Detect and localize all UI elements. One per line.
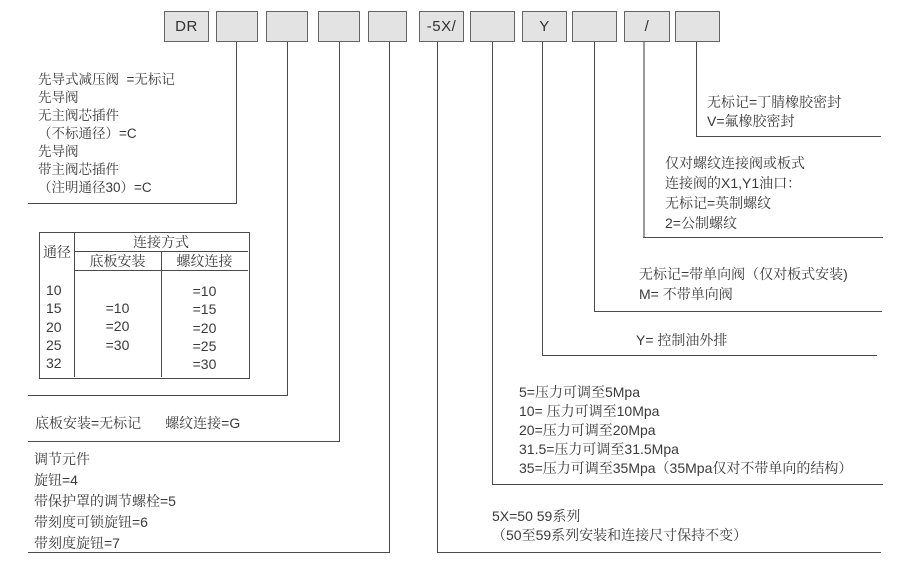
- code-box-size: [266, 11, 308, 42]
- connector-size-horizontal: [28, 395, 288, 396]
- connector-adjustment-vertical: [389, 42, 390, 552]
- legend-line: 10= 压力可调至10Mpa: [519, 403, 660, 419]
- connector-pilot-option-horizontal: [28, 203, 237, 204]
- connector-size-vertical: [287, 42, 288, 395]
- table-cell: =20: [105, 318, 130, 335]
- connector-series-horizontal: [437, 552, 881, 553]
- seal-legend: [707, 93, 841, 131]
- legend-line: 无主阀芯插件: [38, 108, 119, 123]
- connector-drain-horizontal: [542, 355, 877, 356]
- legend-line: 旋钮=4: [34, 472, 78, 488]
- legend-line: 无标记=丁腈橡胶密封: [707, 94, 842, 110]
- connector-pressure-horizontal: [492, 484, 883, 485]
- legend-line: 先导式减压阀 =无标记: [38, 72, 175, 87]
- legend-line: 35=压力可调至35Mpa（35Mpa仅对不带单向的结构）: [519, 460, 853, 476]
- code-box-check-valve: [572, 11, 617, 42]
- table-header-connection: 连接方式: [133, 234, 189, 250]
- code-box-pressure: [470, 11, 515, 42]
- legend-line: 无标记=英制螺纹: [665, 195, 772, 211]
- code-box-pilot-option: [216, 11, 258, 42]
- table-column-sizes: [46, 281, 74, 372]
- pressure-legend: [519, 383, 852, 478]
- legend-line: 5=压力可调至5Mpa: [519, 384, 640, 400]
- legend-line: 5X=50 59系列: [492, 508, 581, 524]
- connector-thread-vertical: [643, 42, 645, 237]
- table-cell: =25: [192, 337, 217, 354]
- legend-line: 先导阀: [38, 90, 79, 105]
- table-cell: =20: [192, 319, 217, 336]
- legend-line: 无标记=带单向阀（仅对板式安装): [639, 266, 848, 282]
- legend-line: 连接阀的X1,Y1油口：: [665, 175, 802, 191]
- connector-seal-horizontal: [696, 136, 881, 137]
- table-cell: =15: [192, 301, 217, 318]
- legend-line: 31.5=压力可调至31.5Mpa: [519, 441, 679, 457]
- legend-line: 20=压力可调至20Mpa: [519, 422, 656, 438]
- legend-line: 2=公制螺纹: [665, 215, 737, 231]
- legend-line: （注明通径30）=C: [38, 180, 152, 195]
- table-header-subplate: 底板安装: [89, 252, 146, 269]
- connector-seal-vertical: [696, 42, 697, 136]
- pilot-valve-legend: [38, 71, 175, 197]
- connector-drain-vertical: [542, 42, 543, 355]
- code-box-connection: [318, 11, 360, 42]
- size-connection-table: [39, 232, 250, 379]
- code-box-thread: /: [624, 11, 670, 42]
- mounting-note-threaded: 螺纹连接=G: [165, 415, 241, 431]
- legend-line: （50至59系列安装和连接尺寸保持不变）: [492, 527, 748, 543]
- legend-line: 带刻度可锁旋钮=6: [34, 514, 148, 530]
- code-box-seal: [675, 11, 720, 42]
- series-legend: [492, 507, 747, 545]
- table-cell: =10: [105, 300, 130, 316]
- legend-line: 调节元件: [34, 451, 90, 467]
- legend-line: 带保护罩的调节螺栓=5: [34, 493, 176, 509]
- table-cell: 15: [46, 300, 62, 317]
- connector-connection-vertical: [339, 42, 340, 441]
- code-box-model: DR: [164, 11, 209, 42]
- table-cell: 20: [46, 318, 62, 335]
- legend-line: 先导阀: [38, 144, 79, 159]
- connector-check-valve-horizontal: [594, 311, 882, 312]
- table-cell: 32: [46, 355, 62, 372]
- table-cell: =30: [105, 336, 130, 353]
- connector-pilot-option-vertical: [236, 42, 237, 203]
- table-column-threaded: [161, 282, 248, 373]
- table-cell: 25: [46, 336, 62, 353]
- mounting-note-subplate: 底板安装=无标记: [35, 415, 142, 431]
- table-header-threaded: 螺纹连接: [176, 252, 233, 269]
- mounting-note: [35, 413, 240, 433]
- table-column-subplate: [74, 299, 161, 354]
- legend-line: （不标通径）=C: [38, 126, 137, 141]
- table-cell: =10: [192, 283, 217, 299]
- connector-check-valve-vertical: [594, 42, 595, 311]
- code-box-adjustment: [368, 11, 407, 42]
- legend-line: 仅对螺纹连接阀或板式: [665, 155, 805, 171]
- connector-pressure-vertical: [492, 42, 493, 484]
- table-cell: =30: [192, 356, 217, 373]
- connector-connection-horizontal: [28, 441, 340, 442]
- table-cell: 10: [46, 282, 62, 298]
- table-header-size: 通径: [43, 243, 71, 260]
- code-box-drain: Y: [522, 11, 567, 42]
- adjustment-legend: [34, 449, 176, 554]
- legend-line: M= 不带单向阀: [639, 286, 733, 302]
- drain-note: Y= 控制油外排: [636, 332, 728, 348]
- check-valve-legend: [639, 264, 848, 304]
- connector-series-vertical: [437, 42, 438, 552]
- code-box-series: -5X/: [419, 11, 464, 42]
- thread-type-legend: [665, 153, 805, 233]
- legend-line: V=氟橡胶密封: [707, 113, 795, 129]
- legend-line: 带刻度旋钮=7: [34, 535, 120, 551]
- connector-thread-horizontal: [643, 237, 883, 238]
- legend-line: 带主阀芯插件: [38, 162, 119, 177]
